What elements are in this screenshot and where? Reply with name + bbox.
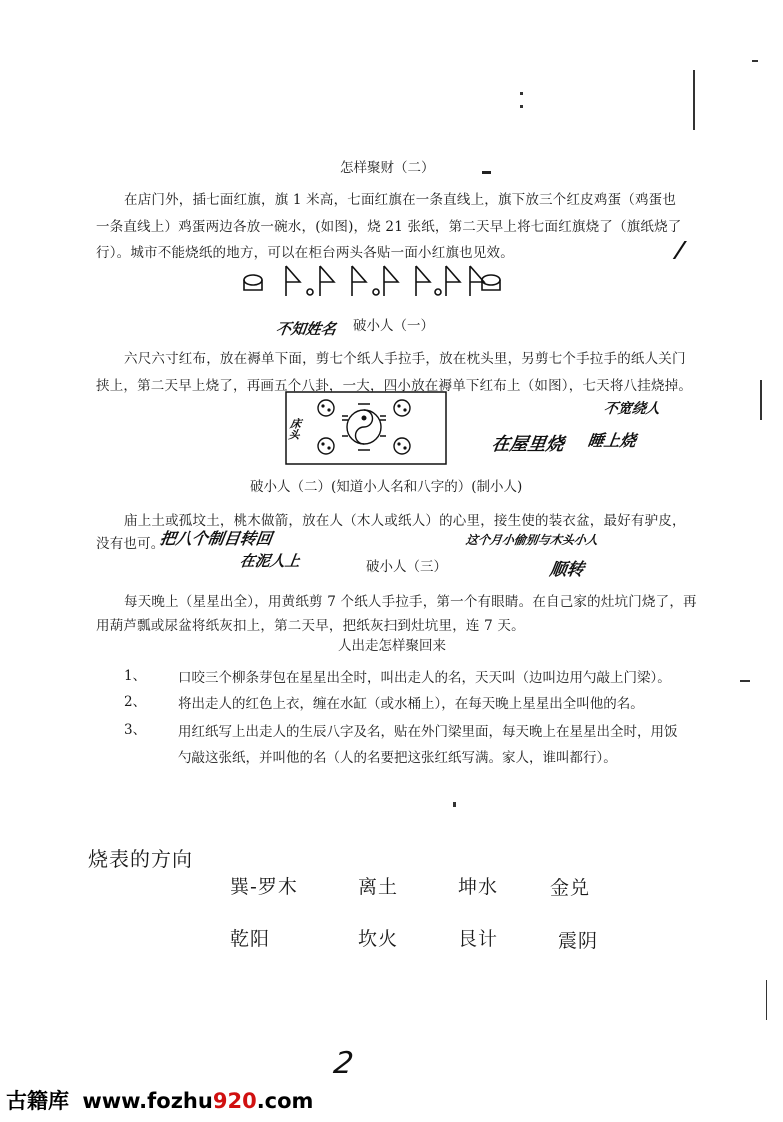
site-watermark xyxy=(6,1085,313,1115)
list-item: 口咬三个柳条芽包在星星出全时，叫出走人的名，天天叫（边叫边用勺敲上门梁）。 xyxy=(178,670,671,686)
handwritten-note: 顺转 xyxy=(548,560,586,580)
section4-title: 破小人（三） xyxy=(366,559,447,575)
bagua-diagram xyxy=(284,390,448,466)
direction-item: 巽-罗木 xyxy=(230,876,298,898)
bed-head-label: 床头 xyxy=(286,418,303,440)
handwritten-note: 在屋里烧 xyxy=(490,434,566,455)
section3-title: 破小人（二）(知道小人名和八字的）(制小人) xyxy=(250,479,523,495)
ink-mark xyxy=(482,171,491,174)
list-item-continuation: 勺敲这张纸，并叫他的名（人的名要把这张红纸写满。家人，谁叫都行）。 xyxy=(178,750,617,766)
paragraph-line: 挟上，第二天早上烧了，再画五个八卦，一大，四小放在褥单下红布上（如图），七天将八挂烧掉。 xyxy=(96,378,693,394)
scan-edge-mark xyxy=(752,60,758,62)
small-bagua xyxy=(318,438,334,454)
scan-edge-mark xyxy=(740,680,750,682)
scan-edge-mark xyxy=(766,980,767,1020)
direction-item: 艮计 xyxy=(458,928,499,950)
direction-item: 坎火 xyxy=(358,928,399,950)
egg xyxy=(373,289,379,295)
section5-title: 人出走怎样聚回来 xyxy=(338,638,446,654)
watermark-domain-number: 920 xyxy=(212,1089,257,1113)
red-flags-diagram xyxy=(238,262,508,302)
handwritten-note: 在泥人上 xyxy=(238,552,302,570)
watermark-brand: 古籍库 xyxy=(6,1089,69,1113)
handwritten-note: 不知姓名 xyxy=(274,320,338,338)
list-item: 用红纸写上出走人的生辰八字及名，贴在外门梁里面，每天晚上在星星出全时，用饭 xyxy=(178,724,678,740)
egg xyxy=(307,289,313,295)
water-bowl xyxy=(244,275,262,285)
egg xyxy=(435,289,441,295)
handwritten-note: 不宽绕人 xyxy=(602,401,661,417)
flag-row xyxy=(286,266,484,296)
scan-edge-mark xyxy=(760,380,762,420)
handwritten-note: 这个月小偷别与木头小人 xyxy=(464,533,599,547)
direction-item: 乾阳 xyxy=(230,928,271,950)
paragraph-line: 没有也可。 xyxy=(96,536,165,552)
handwritten-note: 把八个制目转回 xyxy=(158,529,274,548)
direction-item: 离土 xyxy=(358,876,399,898)
section2-title: 破小人（一） xyxy=(353,318,434,334)
paragraph-line: 每天晚上（星星出全），用黄纸剪 7 个纸人手拉手，第一个有眼睛。在自己家的灶坑门烧了，再 xyxy=(124,594,697,610)
section1-title: 怎样聚财（二） xyxy=(340,160,435,176)
watermark-domain-prefix: www.fozhu xyxy=(82,1089,213,1113)
scan-edge-mark xyxy=(520,92,523,95)
direction-item: 坤水 xyxy=(458,876,499,898)
directions-title: 烧表的方向 xyxy=(88,847,193,871)
list-item: 将出走人的红色上衣，缠在水缸（或水桶上），在每天晚上星星出全叫他的名。 xyxy=(178,696,644,712)
direction-item: 金兑 xyxy=(550,877,591,899)
watermark-domain-suffix: .com xyxy=(256,1089,314,1113)
list-number: 3、 xyxy=(124,722,147,738)
direction-item: 震阴 xyxy=(558,930,599,952)
paragraph-line: 六尺六寸红布，放在褥单下面，剪七个纸人手拉手，放在枕头里，另剪七个手拉手的纸人关门 xyxy=(124,351,686,367)
water-bowl xyxy=(482,275,500,285)
handwritten-slash: / xyxy=(674,238,686,263)
paragraph-line: 行）。城市不能烧纸的地方，可以在柜台两头各贴一面小红旗也见效。 xyxy=(96,245,514,261)
paragraph-line: 庙上土或孤坟土，桃木做箭，放在人（木人或纸人）的心里，接生使的装衣盆，最好有驴皮， xyxy=(124,513,686,529)
page-number: 2 xyxy=(331,1046,356,1081)
paragraph-line: 一条直线上）鸡蛋两边各放一碗水，(如图)，烧 21 张纸，第二天早上将七面红旗烧了（旗纸烧了 xyxy=(96,219,682,235)
handwritten-note: 睡上烧 xyxy=(586,431,638,450)
scan-edge-mark xyxy=(693,70,695,130)
list-number: 1、 xyxy=(124,668,147,684)
scan-edge-mark xyxy=(453,802,456,807)
small-bagua xyxy=(394,438,410,454)
small-bagua xyxy=(318,400,334,416)
small-bagua xyxy=(394,400,410,416)
paragraph-line: 用葫芦瓢或尿盆将纸灰扣上，第二天早，把纸灰扫到灶坑里，连 7 天。 xyxy=(96,618,525,634)
paragraph-line: 在店门外，插七面红旗，旗 1 米高，七面红旗在一条直线上，旗下放三个红皮鸡蛋（鸡蛋也 xyxy=(124,192,677,208)
list-number: 2、 xyxy=(124,694,147,710)
scan-edge-mark xyxy=(520,105,523,108)
